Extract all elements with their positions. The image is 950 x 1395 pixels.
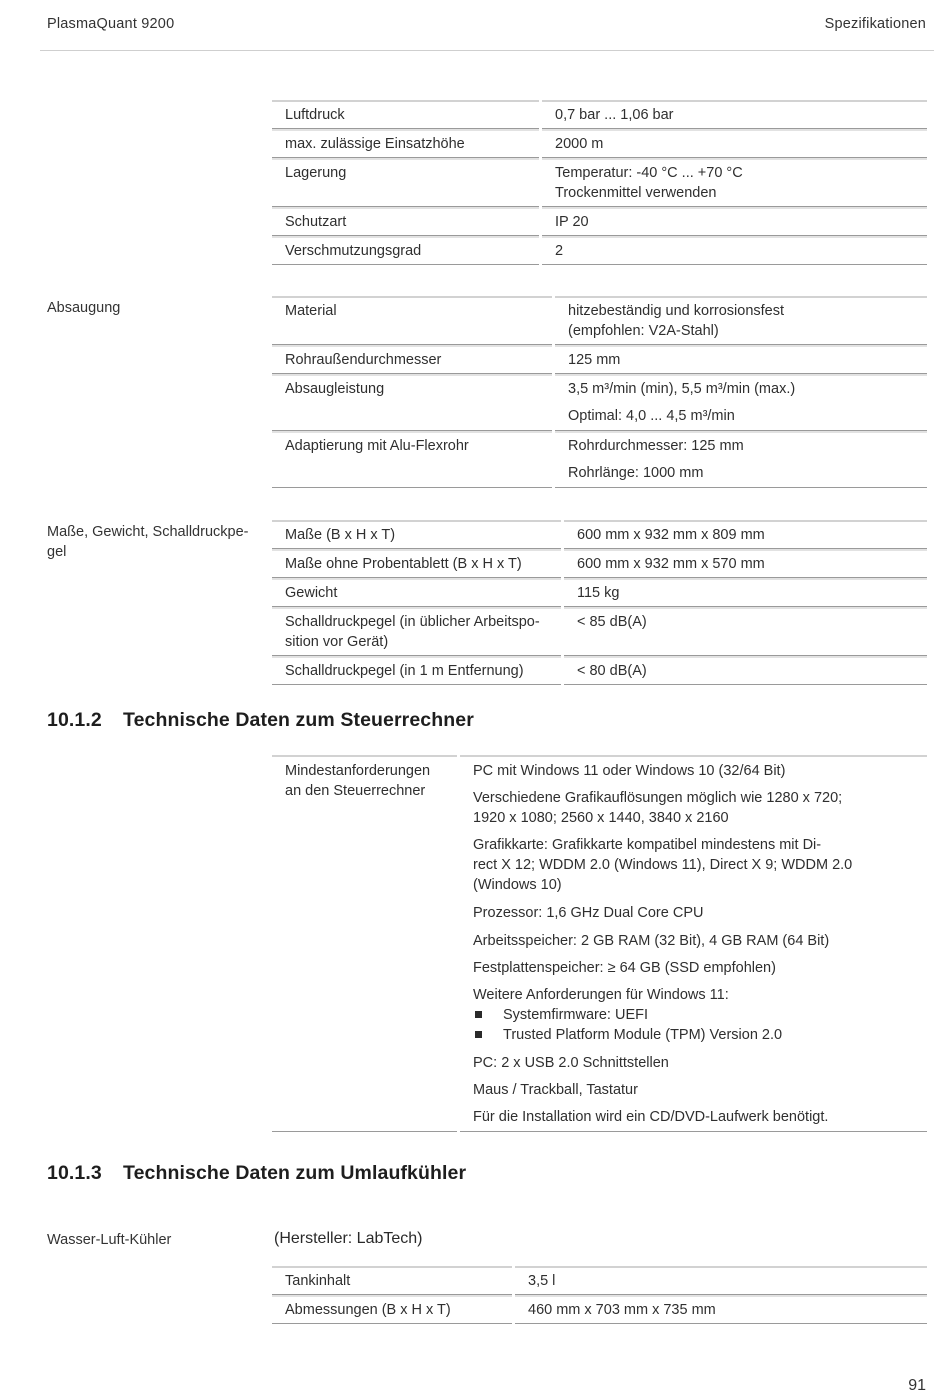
label-line: gel [47, 544, 67, 560]
row-value: < 85 dB(A) [564, 607, 927, 656]
table-row [272, 100, 927, 129]
table-row [272, 431, 927, 488]
value-line: hitzebeständig und korrosionsfest [568, 303, 785, 319]
section-number: 10.1.3 [47, 1162, 102, 1184]
requirement-gpu: Grafikkarte: Grafikkarte kompatibel mindestens mit Di- [473, 837, 822, 853]
table-row [272, 1295, 927, 1324]
row-label: Tankinhalt [272, 1266, 512, 1295]
value-line: (empfohlen: V2A-Stahl) [568, 323, 719, 339]
row-value: 115 kg [564, 578, 927, 607]
manufacturer-note: (Hersteller: LabTech) [274, 1230, 423, 1247]
value-line: Rohrdurchmesser: 125 mm [568, 438, 744, 454]
row-value: 2 [542, 236, 927, 265]
table-row [272, 236, 927, 265]
label-line: sition vor Gerät) [285, 634, 389, 650]
row-value: IP 20 [542, 207, 927, 236]
requirement-cd: Für die Installation wird ein CD/DVD-Laufwerk benötigt. [473, 1109, 829, 1125]
header-product-name: PlasmaQuant 9200 [47, 16, 175, 32]
row-value: 0,7 bar ... 1,06 bar [542, 100, 927, 129]
row-label: Schutzart [272, 207, 539, 236]
row-value [555, 296, 927, 345]
value-line: Rohrlänge: 1000 mm [568, 465, 704, 481]
row-label [272, 607, 561, 656]
label-line: an den Steuerrechner [285, 783, 426, 799]
bullet-item: Trusted Platform Module (TPM) Version 2.0 [473, 1025, 914, 1045]
requirement-cpu: Prozessor: 1,6 GHz Dual Core CPU [473, 905, 704, 921]
row-label: Absaugleistung [272, 374, 552, 431]
row-value: 3,5 l [515, 1266, 927, 1295]
requirement-disk: Festplattenspeicher: ≥ 64 GB (SSD empfohlen) [473, 960, 776, 976]
label-line: Maße, Gewicht, Schalldruckpe- [47, 524, 249, 540]
requirement-resolution: Verschiedene Grafikauflösungen möglich wie 1280 x 720; [473, 790, 843, 806]
row-label: Lagerung [272, 158, 539, 207]
row-label: Luftdruck [272, 100, 539, 129]
table-row [272, 345, 927, 374]
value-line: 3,5 m³/min (min), 5,5 m³/min (max.) [568, 381, 796, 397]
table-row [272, 374, 927, 431]
bullet-item: Systemfirmware: UEFI [473, 1005, 914, 1025]
row-value [555, 374, 927, 431]
masse-table [272, 520, 927, 685]
steuerrechner-table [272, 755, 927, 1132]
table-row [272, 549, 927, 578]
row-value: 600 mm x 932 mm x 809 mm [564, 520, 927, 549]
environment-table [272, 100, 927, 265]
requirement-os: PC mit Windows 11 oder Windows 10 (32/64 Bit) [473, 763, 786, 779]
section-title: Technische Daten zum Steuerrechner [123, 709, 474, 731]
value-line: Optimal: 4,0 ... 4,5 m³/min [568, 408, 735, 424]
value-line: Trockenmittel verwenden [555, 185, 717, 201]
row-label: Maße (B x H x T) [272, 520, 561, 549]
section-label-masse [47, 522, 262, 562]
table-row [272, 607, 927, 656]
kuehler-table [272, 1266, 927, 1324]
section-title: Technische Daten zum Umlaufkühler [123, 1162, 467, 1184]
table-row [272, 755, 927, 1132]
row-value [542, 158, 927, 207]
row-value [460, 755, 927, 1132]
absaugung-table [272, 296, 927, 488]
row-value: < 80 dB(A) [564, 656, 927, 685]
row-value: 460 mm x 703 mm x 735 mm [515, 1295, 927, 1324]
row-label: Rohraußendurchmesser [272, 345, 552, 374]
requirement-resolution: 1920 x 1080; 2560 x 1440, 3840 x 2160 [473, 810, 729, 826]
header-divider [40, 50, 934, 51]
row-value: 2000 m [542, 129, 927, 158]
row-label: max. zulässige Einsatzhöhe [272, 129, 539, 158]
row-value: 600 mm x 932 mm x 570 mm [564, 549, 927, 578]
row-value [555, 431, 927, 488]
row-label: Adaptierung mit Alu-Flexrohr [272, 431, 552, 488]
requirement-usb: PC: 2 x USB 2.0 Schnittstellen [473, 1055, 669, 1071]
requirement-gpu: (Windows 10) [473, 877, 562, 893]
page-number: 91 [908, 1377, 926, 1394]
table-row [272, 129, 927, 158]
row-label: Schalldruckpegel (in 1 m Entfernung) [272, 656, 561, 685]
row-label: Material [272, 296, 552, 345]
section-heading-1012 [47, 709, 474, 732]
value-line: Temperatur: -40 °C ... +70 °C [555, 165, 743, 181]
row-label: Maße ohne Probentablett (B x H x T) [272, 549, 561, 578]
row-label: Verschmutzungsgrad [272, 236, 539, 265]
table-row [272, 158, 927, 207]
section-label-absaugung: Absaugung [47, 300, 121, 316]
section-number: 10.1.2 [47, 709, 102, 731]
row-value: 125 mm [555, 345, 927, 374]
section-label-kuehler: Wasser-Luft-Kühler [47, 1232, 172, 1248]
section-heading-1013 [47, 1162, 466, 1185]
requirement-ram: Arbeitsspeicher: 2 GB RAM (32 Bit), 4 GB RAM (64 Bit) [473, 933, 830, 949]
requirement-win11: Weitere Anforderungen für Windows 11: [473, 987, 729, 1003]
header-chapter-name: Spezifikationen [824, 16, 926, 32]
row-label: Abmessungen (B x H x T) [272, 1295, 512, 1324]
row-label: Gewicht [272, 578, 561, 607]
label-line: Schalldruckpegel (in üblicher Arbeitspo- [285, 614, 540, 630]
requirement-gpu: rect X 12; WDDM 2.0 (Windows 11), Direct X 9; WDDM 2.0 [473, 857, 853, 873]
requirement-input: Maus / Trackball, Tastatur [473, 1082, 638, 1098]
row-label [272, 755, 457, 1132]
table-row [272, 207, 927, 236]
table-row [272, 1266, 927, 1295]
table-row [272, 578, 927, 607]
table-row [272, 656, 927, 685]
label-line: Mindestanforderungen [285, 763, 431, 779]
table-row [272, 520, 927, 549]
table-row [272, 296, 927, 345]
